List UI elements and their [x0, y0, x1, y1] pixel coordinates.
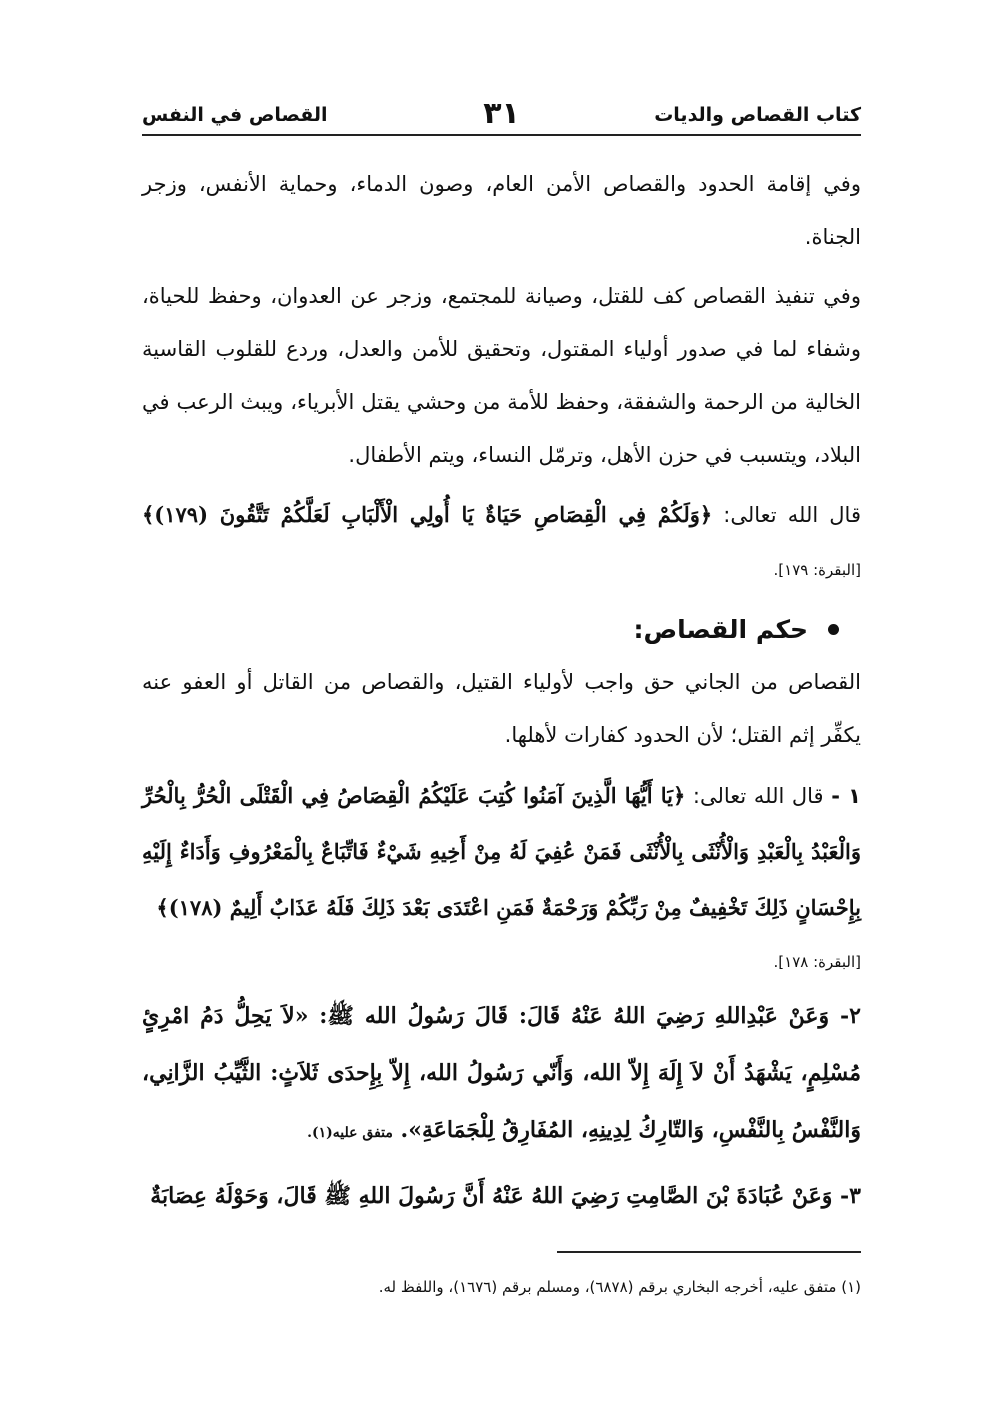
verse-paragraph — [142, 488, 861, 597]
hadith-note: متفق عليه(١). — [307, 1125, 393, 1141]
hadith-text: وَعَنْ عَبْدِاللهِ رَضِيَ اللهُ عَنْهُ قَالَ: قَالَ رَسُولُ الله ﷺ: «لاَ يَحِلُّ دَمُ امْرِئٍ مُسْلِمٍ، يَشْهَدُ أَنْ لاَ إِلَهَ إِلاّ الله، وَأَنّي رَسُولُ الله، إِلاّ بِإِحدَى ثَلاَثٍ: الثَّيِّبُ الزَّانِي، وَالنَّفْسُ بِالنَّفْسِ، وَالتّارِكُ لِدِينِهِ، المُفَارِقُ لِلْجَمَاعَةِ». — [142, 1003, 861, 1143]
list-item — [142, 1168, 861, 1225]
paragraph-security: وفي إقامة الحدود والقصاص الأمن العام، وصون الدماء، وحماية الأنفس، وزجر الجناة. — [142, 172, 861, 249]
paragraph-benefits: وفي تنفيذ القصاص كف للقتل، وصيانة للمجتمع، وزجر عن العدوان، وحفظ للحياة، وشفاء لما في صدور أولياء المقتول، وتحقيق للأمن والعدل، وردع للقلوب القاسية الخالية من الرحمة والشفقة، وحفظ للأمة من وحشي يقتل الأبرياء، ويبث الرعب في البلاد، ويتسبب في حزن الأهل، وترمّل النساء، ويتم الأطفال. — [142, 284, 861, 467]
bullet-icon — [828, 624, 839, 635]
header-divider — [142, 134, 861, 136]
book-title: كتاب القصاص والديات — [654, 104, 861, 126]
quran-verse: ﴿وَلَكُمْ فِي الْقِصَاصِ حَيَاةٌ يَا أُولِي الْأَلْبَابِ لَعَلَّكُمْ تَتَّقُونَ (١٧٩)﴾ — [142, 502, 713, 527]
item-number: ٣- — [840, 1183, 861, 1209]
section-heading — [142, 603, 861, 656]
item-number: ٢- — [840, 1003, 861, 1029]
page-header — [142, 96, 861, 132]
page-body — [142, 158, 861, 1231]
section-heading-text: حكم القصاص: — [633, 615, 808, 644]
list-item — [142, 988, 861, 1162]
list-item — [142, 768, 861, 936]
verse-reference: [البقرة: ١٧٩]. — [773, 561, 861, 579]
item-lead: قال الله تعالى: — [692, 784, 824, 808]
section-body: القصاص من الجاني حق واجب لأولياء القتيل، والقصاص من القاتل أو العفو عنه يكفِّر إثم القتل؛ لأن الحدود كفارات لأهلها. — [142, 670, 861, 747]
page-number: ٣١ — [483, 96, 520, 131]
verse-lead: قال الله تعالى: — [723, 503, 861, 527]
item-number: ١ - — [831, 784, 861, 808]
hadith-text: وَعَنْ عُبَادَةَ بْنَ الصَّامِتِ رَضِيَ اللهُ عَنْهُ أَنَّ رَسُولَ اللهِ ﷺ قَالَ، وَحَوْلَهُ عِصَابَةٌ — [150, 1183, 833, 1209]
chapter-title: القصاص في النفس — [142, 104, 328, 126]
footnote-divider — [557, 1251, 861, 1253]
quran-verse: ﴿يَا أَيُّهَا الَّذِينَ آمَنُوا كُتِبَ عَلَيْكُمُ الْقِصَاصُ فِي الْقَتْلَى الْحُرُّ بِالْحُرِّ وَالْعَبْدُ بِالْعَبْدِ وَالْأُنْثَى بِالْأُنْثَى فَمَنْ عُفِيَ لَهُ مِنْ أَخِيهِ شَيْءٌ فَاتِّبَاعٌ بِالْمَعْرُوفِ وَأَدَاءٌ إِلَيْهِ بِإِحْسَانٍ ذَلِكَ تَخْفِيفٌ مِنْ رَبِّكُمْ وَرَحْمَةٌ فَمَنِ اعْتَدَى بَعْدَ ذَلِكَ فَلَهُ عَذَابٌ أَلِيمٌ (١٧٨)﴾ — [142, 783, 861, 920]
footnote: (١) متفق عليه، أخرجه البخاري برقم (٦٨٧٨)، ومسلم برقم (١٦٧٦)، واللفظ له. — [378, 1278, 861, 1296]
verse-reference: [البقرة: ١٧٨]. — [773, 953, 861, 971]
